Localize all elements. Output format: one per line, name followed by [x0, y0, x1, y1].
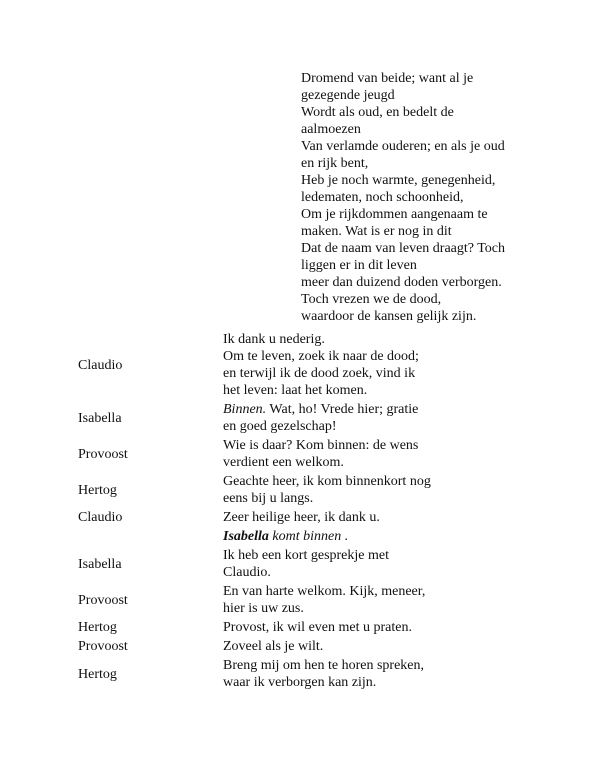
- speech-line: Om te leven, zoek ik naar de dood;: [223, 349, 419, 364]
- dialogue-row: [0, 436, 600, 472]
- speech-text: [223, 547, 453, 581]
- stage-entry-action: komt binnen .: [268, 529, 349, 544]
- speech-line: het leven: laat het komen.: [223, 383, 368, 398]
- speaker-name: Provoost: [78, 639, 128, 654]
- speech-line: waar ik verborgen kan zijn.: [223, 675, 377, 690]
- dialogue-row: [0, 656, 600, 692]
- speech-line: Dat de naam van leven draagt? Toch: [301, 241, 506, 256]
- speech-line: ledematen, noch schoonheid,: [301, 190, 464, 205]
- speech-line: Ik heb een kort gesprekje met: [223, 548, 389, 563]
- speaker-name: Hertog: [78, 666, 117, 682]
- speech-line: Toch vrezen we de dood,: [301, 292, 442, 307]
- dialogue-table: [0, 330, 600, 692]
- speech-line: Geachte heer, ik kom binnenkort nog: [223, 474, 431, 489]
- speech-line: waardoor de kansen gelijk zijn.: [301, 309, 477, 324]
- stage-entry-row: [0, 527, 600, 546]
- dialogue-row: [0, 400, 600, 436]
- speaker-name: Provoost: [78, 592, 128, 608]
- speech-line: liggen er in dit leven: [301, 258, 417, 273]
- dialogue-row: [0, 582, 600, 618]
- speaker-name: Isabella: [78, 556, 122, 572]
- speaker-name: Isabella: [78, 410, 122, 426]
- speech-line: Wie is daar? Kom binnen: de wens: [223, 438, 419, 453]
- speech-text: [223, 401, 453, 435]
- speech-line: en terwijl ik de dood zoek, vind ik: [223, 366, 416, 381]
- speech-line: eens bij u langs.: [223, 491, 314, 506]
- speaker-name: Claudio: [78, 510, 123, 525]
- dialogue-row: [0, 546, 600, 582]
- speech-line: Claudio.: [223, 565, 271, 580]
- dialogue-row: [0, 508, 600, 527]
- speaker-name: Claudio: [78, 357, 123, 373]
- stage-entry-name: Isabella: [223, 529, 269, 544]
- speech-line: [223, 401, 453, 418]
- speech-text: [223, 473, 453, 507]
- speech-line: en rijk bent,: [301, 156, 369, 171]
- speech-line: Om je rijkdommen aangenaam te: [301, 207, 488, 222]
- dialogue-row: [0, 618, 600, 637]
- speech-line: Provost, ik wil even met u praten.: [223, 620, 412, 635]
- speech-line: Ik dank u nederig.: [223, 332, 325, 347]
- speech-line: Dromend van beide; want al je: [301, 71, 474, 86]
- dialogue-row: [0, 330, 600, 400]
- speech-line: Breng mij om hen te horen spreken,: [223, 658, 425, 673]
- speaker-name: Provoost: [78, 446, 128, 462]
- speech-line: meer dan duizend doden verborgen.: [301, 275, 502, 290]
- speech-line: Zeer heilige heer, ik dank u.: [223, 510, 380, 525]
- speech-text: [223, 509, 453, 526]
- speech-text: [223, 437, 453, 471]
- stage-entry-line: [223, 528, 453, 545]
- dialogue-row: [0, 637, 600, 656]
- speech-text: [223, 331, 453, 399]
- speech-line: Heb je noch warmte, genegenheid,: [301, 173, 496, 188]
- speech-text: [223, 619, 453, 636]
- speech-line: Wordt als oud, en bedelt de: [301, 105, 454, 120]
- opening-speech: [301, 70, 531, 325]
- speech-text: [223, 657, 453, 691]
- speech-line: en goed gezelschap!: [223, 419, 337, 434]
- speech-line: Van verlamde ouderen; en als je oud: [301, 139, 505, 154]
- speech-line: Zoveel als je wilt.: [223, 639, 324, 654]
- speech-line: aalmoezen: [301, 122, 361, 137]
- speech-line: hier is uw zus.: [223, 601, 304, 616]
- speech-line: maken. Wat is er nog in dit: [301, 224, 452, 239]
- speech-line-text: Wat, ho! Vrede hier; gratie: [266, 402, 419, 417]
- speech-text: [223, 638, 453, 655]
- speech-line: En van harte welkom. Kijk, meneer,: [223, 584, 426, 599]
- speech-text: [223, 583, 453, 617]
- speech-line: verdient een welkom.: [223, 455, 344, 470]
- speaker-name: Hertog: [78, 482, 117, 498]
- dialogue-row: [0, 472, 600, 508]
- stage-entry: [223, 528, 453, 545]
- speech-line: gezegende jeugd: [301, 88, 395, 103]
- stage-direction: Binnen.: [223, 402, 267, 417]
- speaker-name: Hertog: [78, 620, 117, 635]
